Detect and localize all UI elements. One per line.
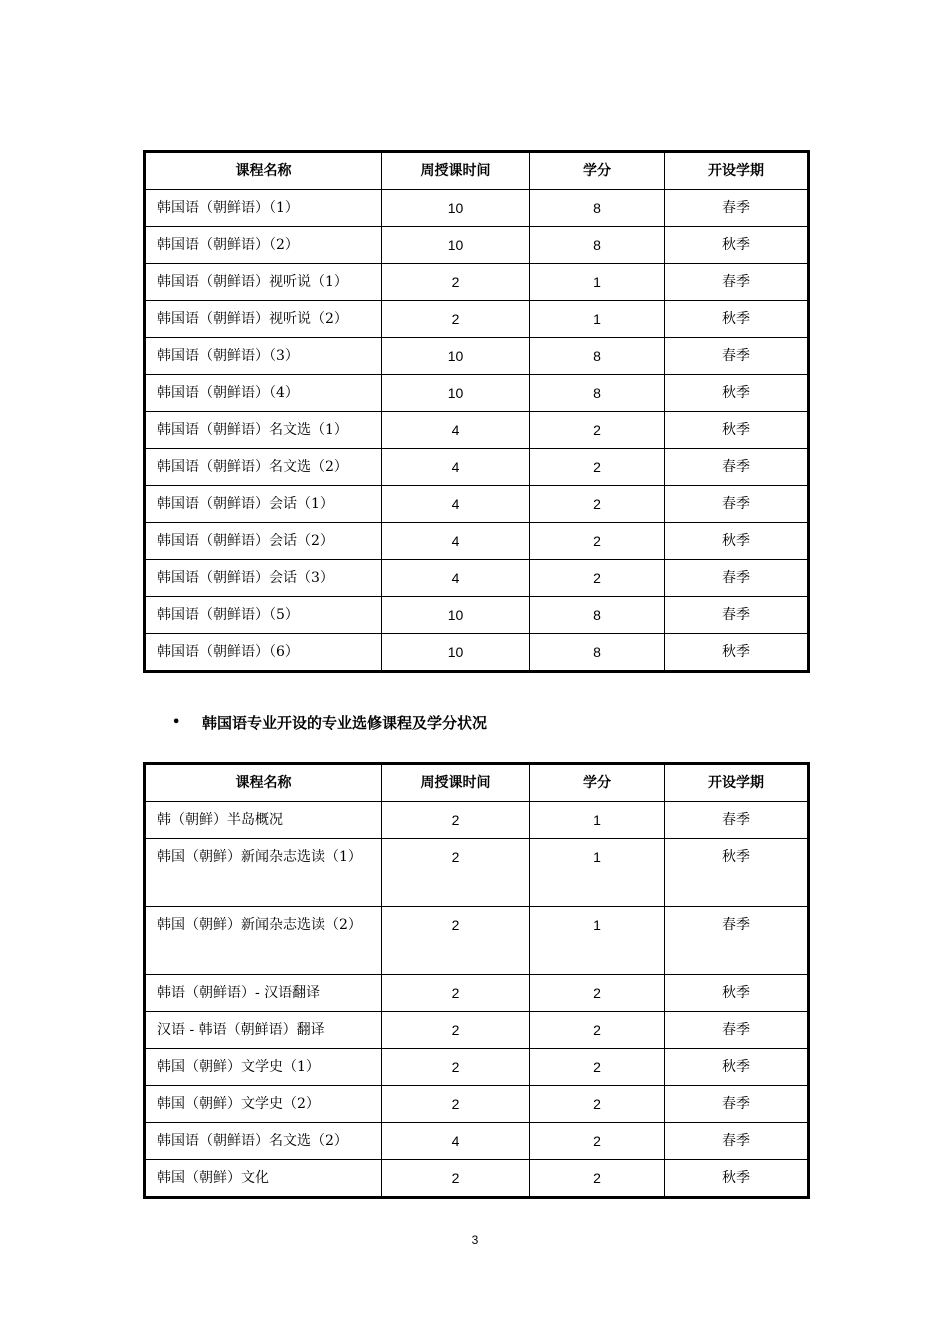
course-name-cell: 韩国语（朝鲜语）（3）	[145, 338, 382, 375]
semester-cell: 春季	[665, 190, 809, 227]
course-name-cell: 韩国语（朝鲜语）视听说（1）	[145, 264, 382, 301]
table-header-row	[145, 152, 809, 190]
header-weekly-hours: 周授课时间	[382, 764, 530, 802]
weekly-hours-cell: 10	[382, 634, 530, 672]
header-course-name: 课程名称	[145, 152, 382, 190]
credits-cell: 1	[530, 802, 665, 839]
weekly-hours-cell: 10	[382, 227, 530, 264]
header-credits: 学分	[530, 152, 665, 190]
credits-cell: 1	[530, 301, 665, 338]
semester-cell: 春季	[665, 1012, 809, 1049]
course-name-cell: 韩国语（朝鲜语）（4）	[145, 375, 382, 412]
course-name-cell: 韩国语（朝鲜语）会话（2）	[145, 523, 382, 560]
credits-cell: 2	[530, 449, 665, 486]
table-row	[145, 412, 809, 449]
semester-cell: 春季	[665, 907, 809, 975]
semester-cell: 秋季	[665, 839, 809, 907]
table-row	[145, 190, 809, 227]
course-name-cell: 韩国语（朝鲜语）会话（1）	[145, 486, 382, 523]
table-row	[145, 486, 809, 523]
weekly-hours-cell: 2	[382, 1086, 530, 1123]
weekly-hours-cell: 2	[382, 1049, 530, 1086]
header-semester: 开设学期	[665, 152, 809, 190]
semester-cell: 春季	[665, 1123, 809, 1160]
semester-cell: 春季	[665, 1086, 809, 1123]
credits-cell: 8	[530, 375, 665, 412]
weekly-hours-cell: 4	[382, 486, 530, 523]
credits-cell: 2	[530, 1012, 665, 1049]
course-name-cell: 韩国语（朝鲜语）名文选（1）	[145, 412, 382, 449]
table-row	[145, 975, 809, 1012]
credits-cell: 2	[530, 1086, 665, 1123]
page-number: 3	[471, 1233, 479, 1247]
weekly-hours-cell: 2	[382, 907, 530, 975]
weekly-hours-cell: 4	[382, 1123, 530, 1160]
table-row	[145, 1123, 809, 1160]
credits-cell: 1	[530, 839, 665, 907]
table-row	[145, 839, 809, 907]
semester-cell: 秋季	[665, 375, 809, 412]
weekly-hours-cell: 4	[382, 449, 530, 486]
weekly-hours-cell: 4	[382, 523, 530, 560]
credits-cell: 2	[530, 412, 665, 449]
semester-cell: 秋季	[665, 301, 809, 338]
course-name-cell: 韩国（朝鲜）新闻杂志选读（2）	[145, 907, 382, 975]
table-row	[145, 449, 809, 486]
weekly-hours-cell: 4	[382, 412, 530, 449]
course-name-cell: 韩国（朝鲜）文学史（2）	[145, 1086, 382, 1123]
credits-cell: 2	[530, 975, 665, 1012]
credits-cell: 1	[530, 907, 665, 975]
table-row	[145, 907, 809, 975]
credits-cell: 8	[530, 190, 665, 227]
course-name-cell: 韩语（朝鲜语）- 汉语翻译	[145, 975, 382, 1012]
weekly-hours-cell: 2	[382, 264, 530, 301]
course-name-cell: 韩国语（朝鲜语）（6）	[145, 634, 382, 672]
credits-cell: 2	[530, 523, 665, 560]
course-name-cell: 韩国语（朝鲜语）（5）	[145, 597, 382, 634]
weekly-hours-cell: 2	[382, 839, 530, 907]
weekly-hours-cell: 2	[382, 802, 530, 839]
semester-cell: 秋季	[665, 634, 809, 672]
header-course-name: 课程名称	[145, 764, 382, 802]
semester-cell: 春季	[665, 802, 809, 839]
credits-cell: 8	[530, 634, 665, 672]
section-heading	[172, 712, 487, 733]
credits-cell: 2	[530, 1049, 665, 1086]
credits-cell: 2	[530, 560, 665, 597]
credits-cell: 2	[530, 486, 665, 523]
table-row	[145, 227, 809, 264]
table-row	[145, 802, 809, 839]
semester-cell: 春季	[665, 597, 809, 634]
table-row	[145, 1160, 809, 1198]
credits-cell: 8	[530, 338, 665, 375]
table-row	[145, 634, 809, 672]
weekly-hours-cell: 2	[382, 975, 530, 1012]
weekly-hours-cell: 10	[382, 375, 530, 412]
bullet-icon: •	[172, 715, 181, 730]
header-credits: 学分	[530, 764, 665, 802]
section-heading-text: 韩国语专业开设的专业选修课程及学分状况	[202, 714, 488, 732]
course-name-cell: 韩国语（朝鲜语）会话（3）	[145, 560, 382, 597]
table-row	[145, 523, 809, 560]
weekly-hours-cell: 2	[382, 1160, 530, 1198]
credits-cell: 1	[530, 264, 665, 301]
table-row	[145, 1049, 809, 1086]
table-row	[145, 375, 809, 412]
weekly-hours-cell: 10	[382, 338, 530, 375]
weekly-hours-cell: 4	[382, 560, 530, 597]
weekly-hours-cell: 2	[382, 1012, 530, 1049]
course-name-cell: 韩国（朝鲜）文化	[145, 1160, 382, 1198]
course-name-cell: 韩国（朝鲜）文学史（1）	[145, 1049, 382, 1086]
course-name-cell: 韩国（朝鲜）新闻杂志选读（1）	[145, 839, 382, 907]
semester-cell: 春季	[665, 486, 809, 523]
credits-cell: 2	[530, 1123, 665, 1160]
semester-cell: 秋季	[665, 975, 809, 1012]
table-row	[145, 1012, 809, 1049]
semester-cell: 秋季	[665, 523, 809, 560]
semester-cell: 春季	[665, 264, 809, 301]
semester-cell: 春季	[665, 449, 809, 486]
semester-cell: 春季	[665, 338, 809, 375]
course-name-cell: 韩国语（朝鲜语）（1）	[145, 190, 382, 227]
credits-cell: 2	[530, 1160, 665, 1198]
header-weekly-hours: 周授课时间	[382, 152, 530, 190]
table-row	[145, 338, 809, 375]
header-semester: 开设学期	[665, 764, 809, 802]
course-name-cell: 韩国语（朝鲜语）名文选（2）	[145, 449, 382, 486]
weekly-hours-cell: 10	[382, 597, 530, 634]
weekly-hours-cell: 10	[382, 190, 530, 227]
course-name-cell: 汉语 - 韩语（朝鲜语）翻译	[145, 1012, 382, 1049]
table-header-row	[145, 764, 809, 802]
semester-cell: 秋季	[665, 412, 809, 449]
semester-cell: 秋季	[665, 227, 809, 264]
table-row	[145, 560, 809, 597]
elective-courses-table	[143, 762, 810, 1199]
course-name-cell: 韩国语（朝鲜语）名文选（2）	[145, 1123, 382, 1160]
credits-cell: 8	[530, 597, 665, 634]
course-name-cell: 韩国语（朝鲜语）视听说（2）	[145, 301, 382, 338]
table-row	[145, 597, 809, 634]
weekly-hours-cell: 2	[382, 301, 530, 338]
semester-cell: 春季	[665, 560, 809, 597]
table-row	[145, 1086, 809, 1123]
course-name-cell: 韩（朝鲜）半岛概况	[145, 802, 382, 839]
course-name-cell: 韩国语（朝鲜语）（2）	[145, 227, 382, 264]
credits-cell: 8	[530, 227, 665, 264]
table-row	[145, 301, 809, 338]
table-row	[145, 264, 809, 301]
required-courses-table	[143, 150, 810, 673]
semester-cell: 秋季	[665, 1160, 809, 1198]
semester-cell: 秋季	[665, 1049, 809, 1086]
